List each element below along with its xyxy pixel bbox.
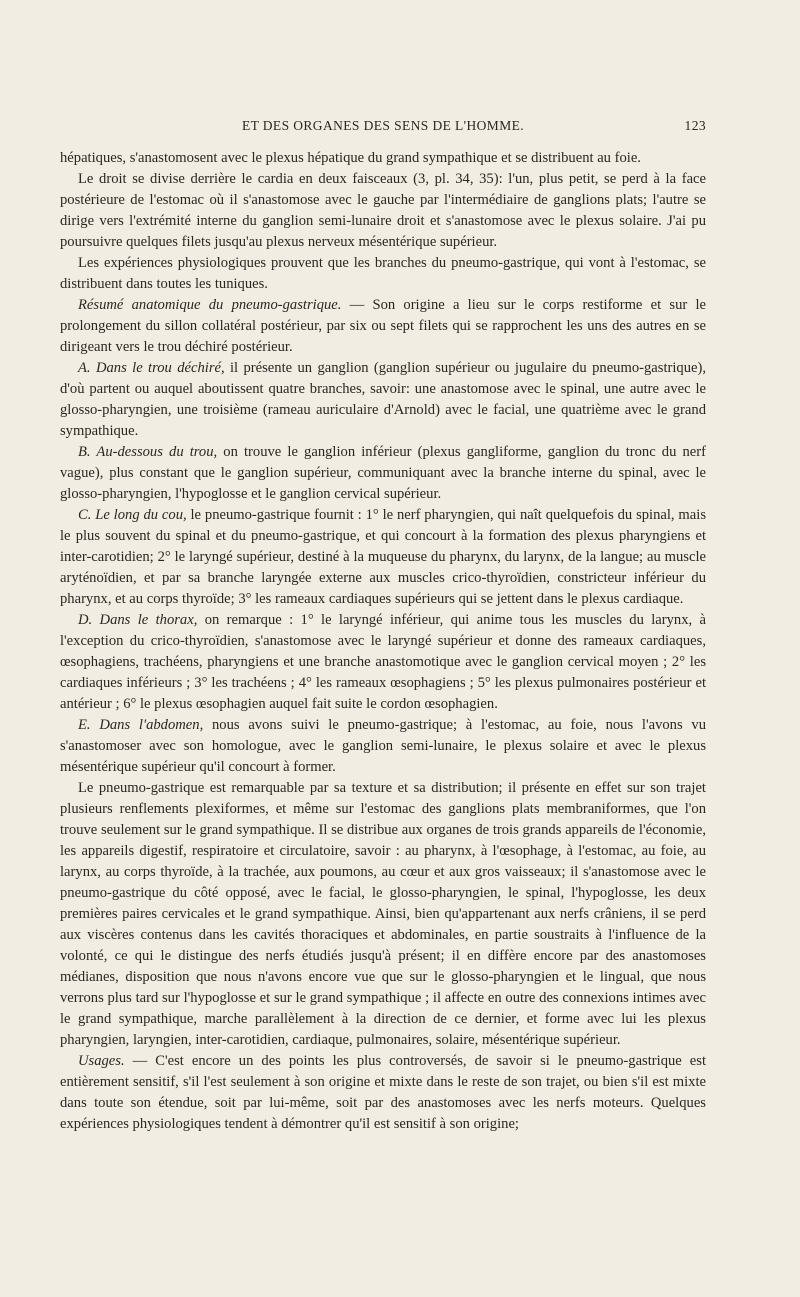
paragraph-text: Le droit se divise derrière le cardia en deux faisceaux (3, pl. 34, 35): l'un, plus petit, se perd à la face postérieure de l'estomac où il s'anastomose avec le gauche par l'intermédiaire de ganglions plats; l'autre se dirige vers l'extrémité interne du ganglion semi-lunaire droit et s'anastomose avec le plexus solaire. J'ai pu poursuivre quelques filets jusqu'au plexus nerveux mésentérique supérieur. — [60, 171, 706, 250]
paragraph-text: Le pneumo-gastrique est remarquable par sa texture et sa distribution; il présente en effet sur son trajet plusieurs renflements plexiformes, et même sur l'estomac des ganglions plats membraniformes, que l'on trouve seulement sur le grand sympathique. Il se distribue aux organes de trois grands appareils de l'économie, les appareils digestif, respiratoire et circulatoire, savoir : au pharynx, à l'œsophage, à l'estomac, au foie, au larynx, au corps thyroïde, à la trachée, aux poumons, au cœur et aux gros vaisseaux; il s'anastomose avec le pneumo-gastrique du côté opposé, avec le facial, le glosso-pharyngien, le spinal, l'hypoglosse, les deux premières paires cervicales et le grand sympathique. Ainsi, bien qu'appartenant aux nerfs crâniens, il se perd aux viscères contenus dans les cavités thoraciques et abdominales, en partie soustraits à l'influence de la volonté, ce qui le distingue des nerfs étudiés jusqu'à présent; il en diffère encore par des anastomoses médianes, disposition que nous n'avons encore vue que sur le glosso-pharyngien et le lingual, que nous verrons plus tard sur l'hypoglosse et sur le grand sympathique ; il affecte en outre des connexions intimes avec le grand sympathique, marche parallèlement à la direction de ce dernier, et forme avec lui les plexus pharyngien, laryngien, inter-carotidien, cardiaque, pulmonaires, solaire, mésentérique supérieur. — [60, 780, 706, 1048]
paragraph-text: il présente un ganglion (ganglion supérieur ou jugulaire du pneumo-gastrique), d'où partent ou auquel aboutissent quatre branches, savoir: une anastomose avec le spinal, une autre avec le glosso-pharyngien, une troisième (rameau auriculaire d'Arnold) avec le facial, une quatrième avec le grand sympathique. — [60, 360, 706, 439]
paragraph-text: on trouve le ganglion inférieur (plexus gangliforme, ganglion du tronc du nerf vague), plus constant que le ganglion supérieur, communiquant avec la branche interne du spinal, avec le glosso-pharyngien, l'hypoglosse et le ganglion cervical supérieur. — [60, 444, 707, 502]
page-header — [60, 118, 706, 138]
paragraph-text: nous avons suivi le pneumo-gastrique; à l'estomac, au foie, nous l'avons vu s'anastomoser avec son homologue, avec le ganglion semi-lunaire, le plexus solaire et avec le plexus mésentérique supérieur qu'il concourt à former. — [60, 717, 706, 775]
paragraph — [60, 148, 706, 169]
paragraph-text: le pneumo-gastrique fournit : 1° le nerf pharyngien, qui naît quelquefois du spinal, mais le plus souvent du spinal et du pneumo-gastrique, et qui concourt à la formation des plexus pharyngiens et inter-carotidien; 2° le laryngé supérieur, destiné à la muqueuse du pharynx, du larynx, de la langue; au muscle aryténoïdien, et par sa branche laryngée externe aux muscles crico-thyroïdien, constricteur inférieur du pharynx, et au corps thyroïde; 3° les rameaux cardiaques supérieurs qui se jettent dans le plexus cardiaque. — [60, 507, 706, 607]
running-title: ET DES ORGANES DES SENS DE L'HOMME. — [241, 118, 525, 133]
paragraph-text: Les expériences physiologiques prouvent que les branches du pneumo-gastrique, qui vont à l'estomac, se distribuent dans toutes les tuniques. — [60, 255, 706, 292]
paragraph — [60, 358, 706, 442]
paragraph-lead: Résumé anatomique du pneumo-gastrique. — [78, 297, 342, 313]
paragraph-lead: B. Au-dessous du trou, — [78, 444, 218, 460]
paragraph — [60, 1051, 706, 1135]
paragraph-lead: D. Dans le thorax, — [78, 612, 198, 628]
paragraph-text: hépatiques, s'anastomosent avec le plexus hépatique du grand sympathique et se distribuent au foie. — [60, 150, 641, 166]
paragraph — [60, 442, 706, 505]
paragraph — [60, 715, 706, 778]
paragraph-lead: A. Dans le trou déchiré, — [78, 360, 225, 376]
paragraph — [60, 169, 706, 253]
paragraph-lead: Usages. — [78, 1053, 125, 1069]
paragraph — [60, 505, 706, 610]
paragraph — [60, 610, 706, 715]
paragraph — [60, 295, 706, 358]
paragraph-lead: E. Dans l'abdomen, — [78, 717, 204, 733]
page-number: 123 — [684, 118, 706, 133]
paragraph — [60, 778, 706, 1051]
paragraph-text: on remarque : 1° le laryngé inférieur, qui anime tous les muscles du larynx, à l'exception du crico-thyroïdien, s'anastomose avec le laryngé supérieur et donne des rameaux cardiaques, œsophagiens, trachéens, pharyngiens et une branche anastomotique avec le ganglion cervical moyen ; 2° les cardiaques inférieurs ; 3° les trachéens ; 4° les rameaux œsophagiens ; 5° les plexus pulmonaires postérieur et antérieur ; 6° le plexus œsophagien auquel fait suite le cordon œsophagien. — [60, 612, 707, 712]
paragraph — [60, 253, 706, 295]
body-text — [60, 148, 706, 1135]
paragraph-lead: C. Le long du cou, — [78, 507, 187, 523]
paragraph-text: — Son origine a lieu sur le corps restiforme et sur le prolongement du sillon collatéral postérieur, par six ou sept filets qui se rapprochent les uns des autres en se dirigeant vers le trou déchiré postérieur. — [60, 297, 706, 355]
paragraph-text: — C'est encore un des points les plus controversés, de savoir si le pneumo-gastrique est entièrement sensitif, s'il l'est seulement à son origine et mixte dans le reste de son trajet, ou bien s'il est mixte dans toute son étendue, soit par lui-même, soit par des anastomoses avec les nerfs moteurs. Quelques expériences physiologiques tendent à démontrer qu'il est sensitif à son origine; — [60, 1053, 706, 1132]
